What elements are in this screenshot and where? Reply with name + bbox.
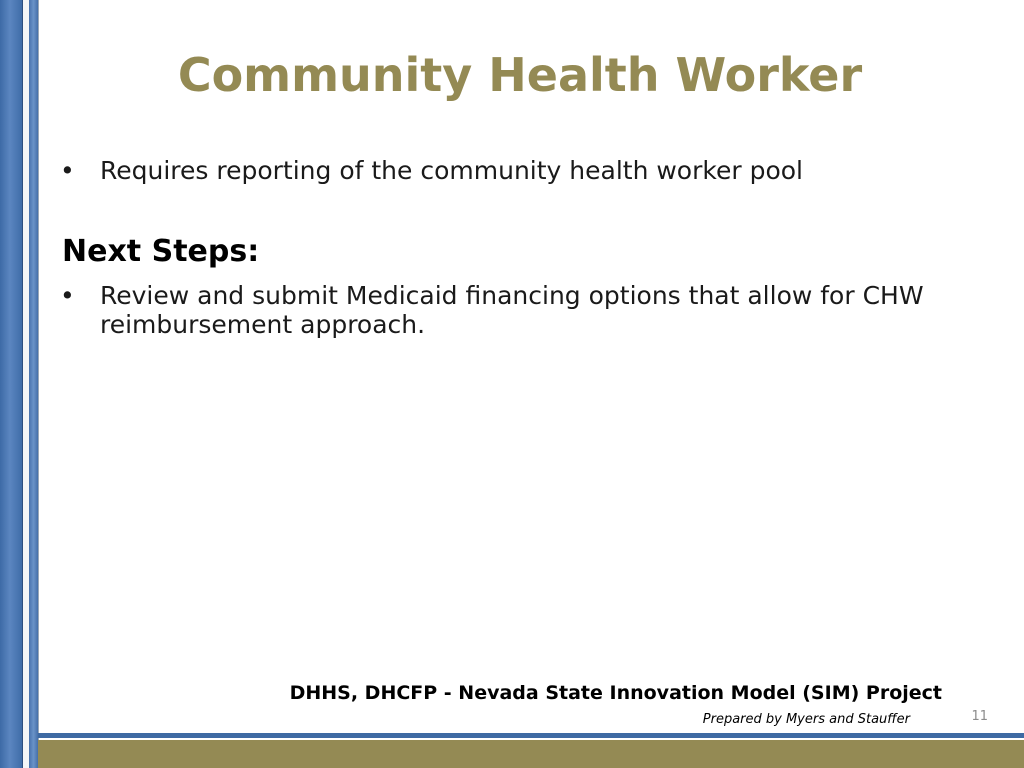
- list-item: [60, 281, 960, 339]
- bottom-border-bar: [38, 740, 1024, 768]
- slide-title: Community Health Worker: [177, 48, 863, 102]
- bullet-marker: •: [60, 281, 75, 310]
- footer-project-title: DHHS, DHCFP - Nevada State Innovation Model (SIM) Project: [289, 682, 942, 704]
- list-item: [60, 156, 960, 185]
- bullet-text: Requires reporting of the community health worker pool: [100, 156, 803, 185]
- next-steps-bullet-list: [60, 281, 960, 339]
- left-border-bar-outer: [0, 0, 23, 768]
- bottom-border-line: [38, 733, 1024, 738]
- intro-bullet-list: [60, 156, 960, 185]
- footer-prepared-by: Prepared by Myers and Stauffer: [702, 712, 910, 727]
- left-border-bar-inner: [29, 0, 38, 768]
- bullet-marker: •: [60, 156, 75, 185]
- page-number: 11: [971, 709, 988, 724]
- left-border-line: [38, 0, 39, 768]
- bullet-text: Review and submit Medicaid financing options that allow for CHW reimbursement approach.: [100, 281, 924, 339]
- next-steps-heading: Next Steps:: [62, 234, 260, 269]
